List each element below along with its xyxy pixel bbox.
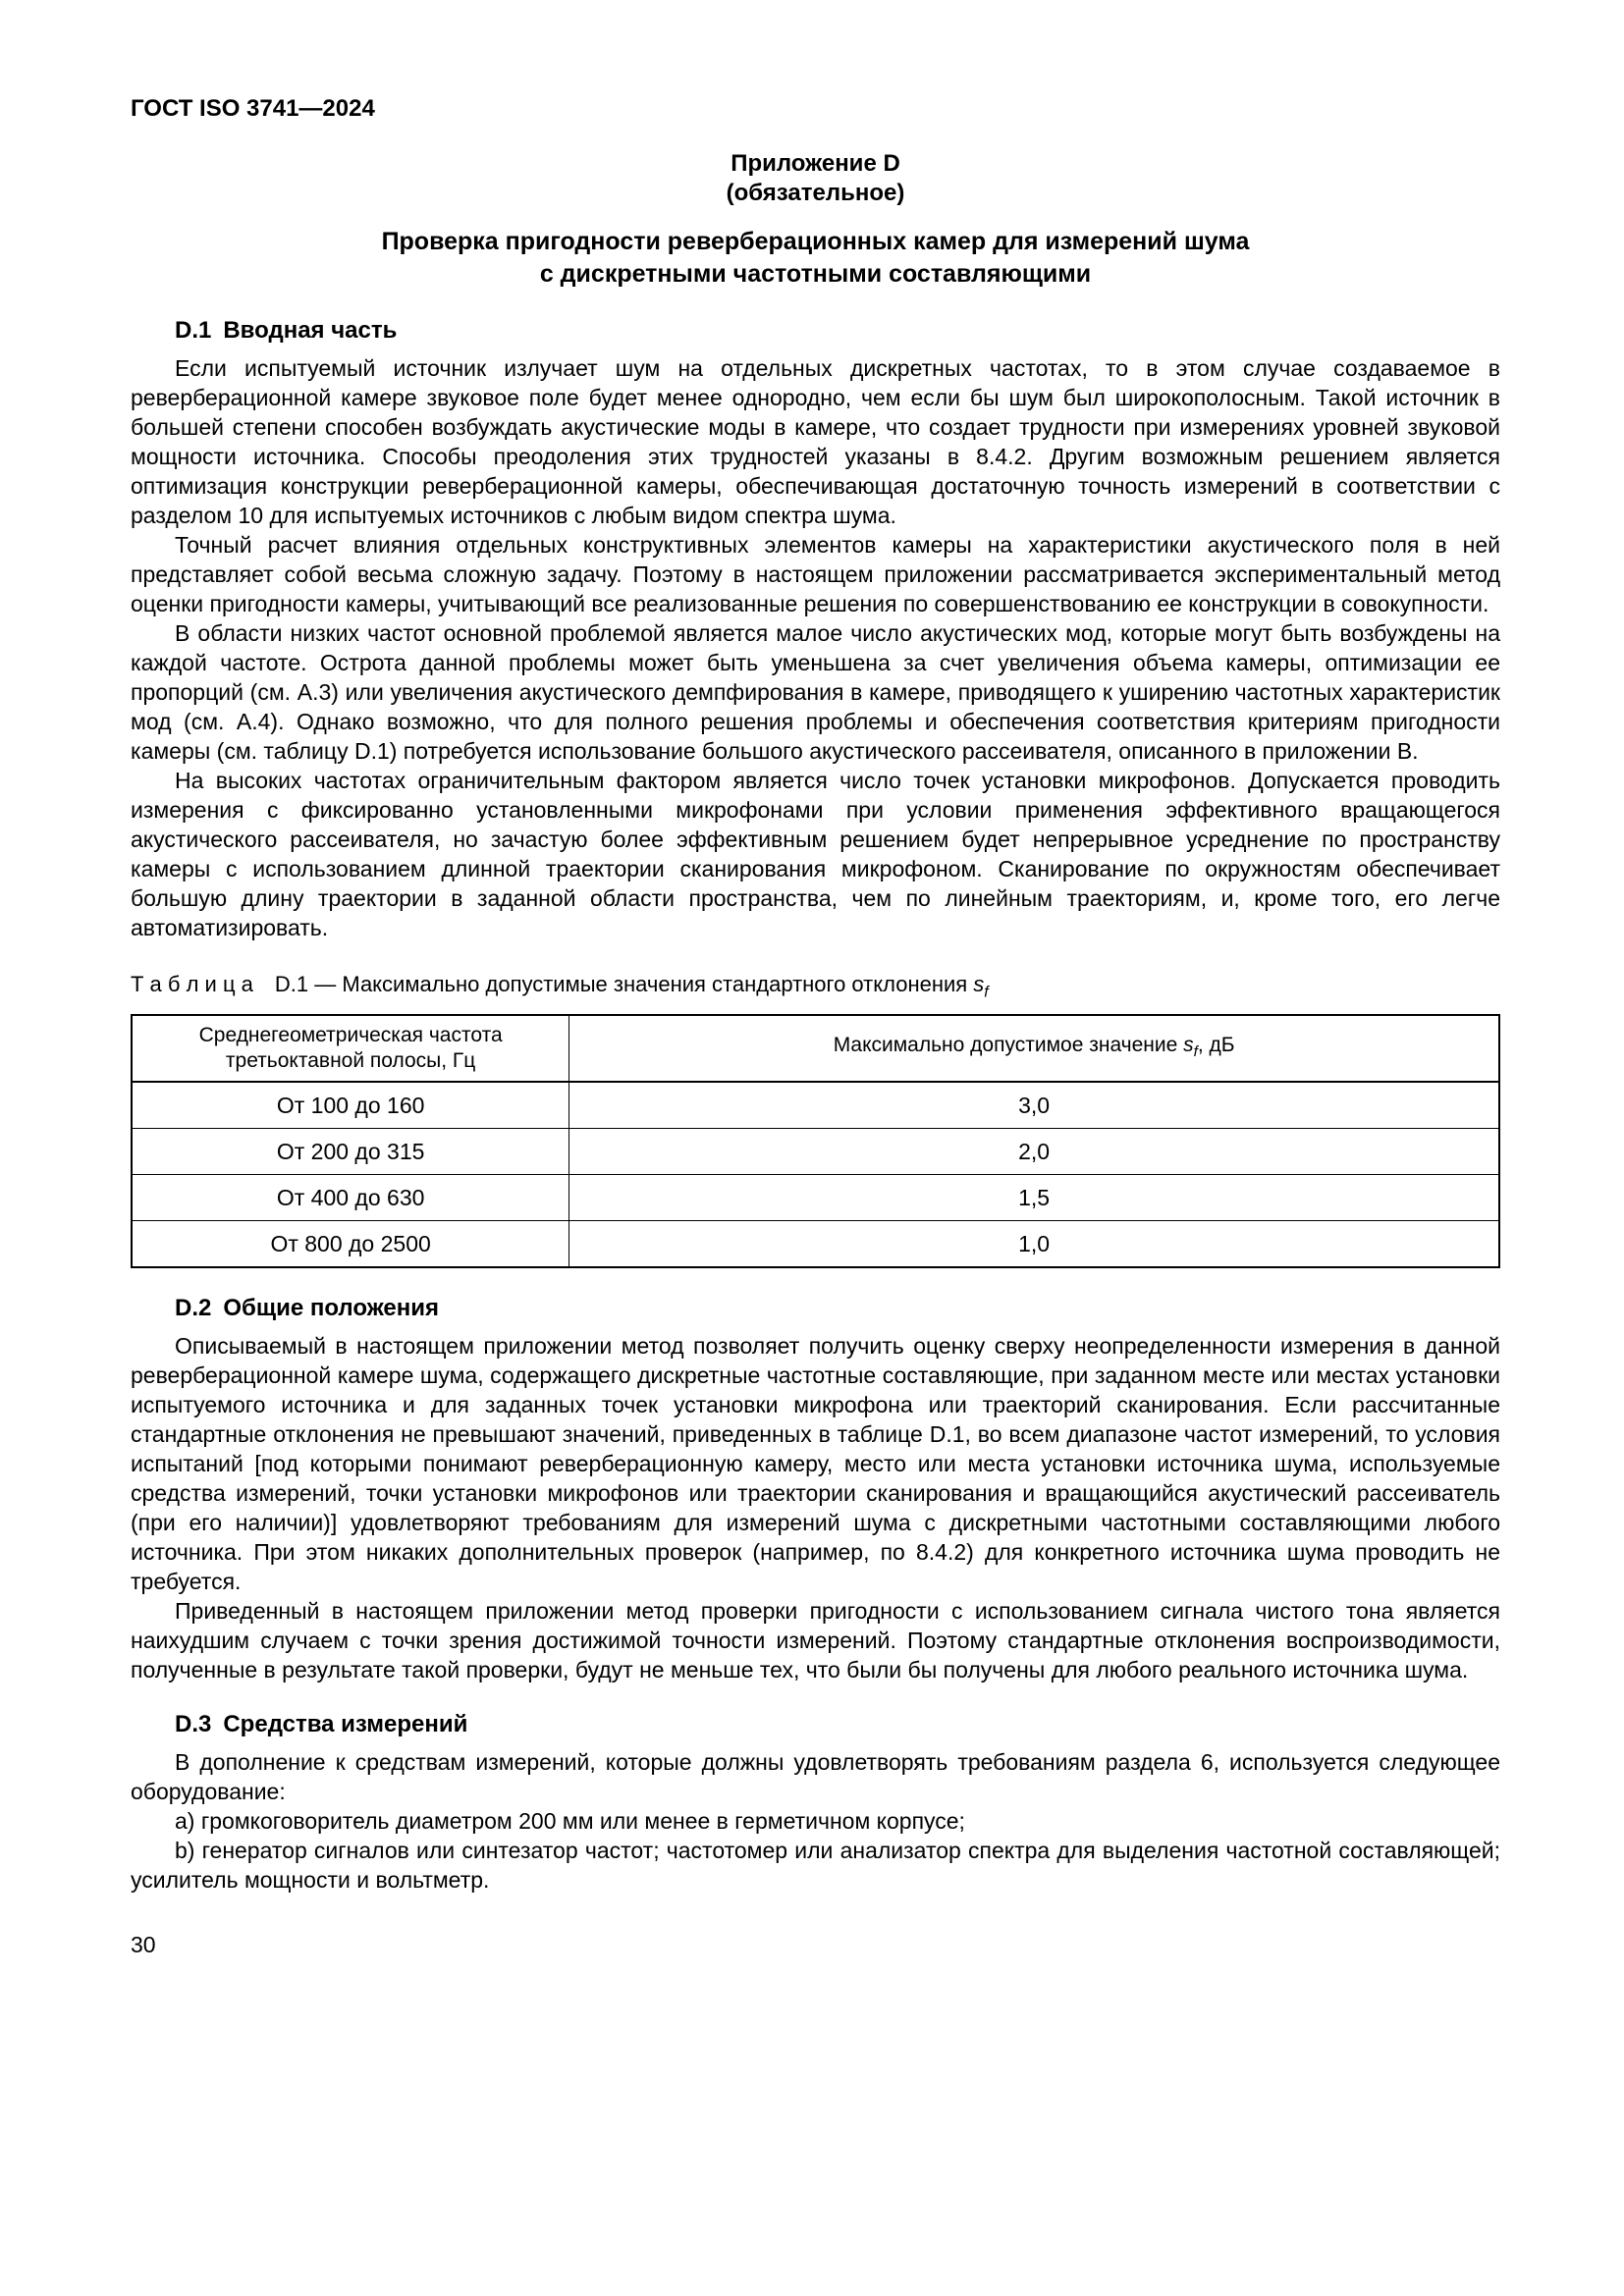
table-row [132,1221,1499,1268]
paragraph: Описываемый в настоящем приложении метод позволяет получить оценку сверху неопределенности измерения в данной реверберационной камере шума, содержащего дискретные частотные составляющие, при заданном месте или местах установки испытуемого источника и для заданных точек установки микрофона или траекторий сканирования. Если рассчитанные стандартные отклонения не превышают значений, приведенных в таблице D.1, во всем диапазоне частот измерений, то условия испытаний [под которыми понимают реверберационную камеру, место или места установки источника шума, используемые средства измерений, точки установки микрофонов или траектории сканирования и вращающийся акустический рассеиватель (при его наличии)] удовлетворяют требованиям для измерений шума с дискретными частотными составляющими любого источника. При этом никаких дополнительных проверок (например, по 8.4.2) для конкретного источника шума проводить не требуется. [131,1333,1500,1595]
paragraph: На высоких частотах ограничительным фактором является число точек установки микрофонов. Допускается проводить измерения с фиксированно установленными микрофонами при условии применения эффективного вращающегося акустического рассеивателя, но зачастую более эффективным решением будет непрерывное усреднение по пространству камеры с использованием длинной траектории сканирования микрофоном. Сканирование по окружностям обеспечивает большую длину траектории в заданной области пространства, чем по линейным траекториям, и, кроме того, его легче автоматизировать. [131,768,1500,940]
table-cell-band: От 200 до 315 [132,1129,569,1175]
table-d1 [131,1014,1500,1268]
table-row [132,1129,1499,1175]
table-row [132,1082,1499,1129]
paragraph: Если испытуемый источник излучает шум на отдельных дискретных частотах, то в этом случае создаваемое в реверберационной камере звуковое поле будет менее однородно, чем если бы шум был широкополосным. Такой источник в большей степени способен возбуждать акустические моды в камере, что создает трудности при измерениях уровней звуковой мощности источника. Способы преодоления этих трудностей указаны в 8.4.2. Другим возможным решением является оптимизация конструкции реверберационной камеры, обеспечивающая достаточную точность измерений в соответствии с разделом 10 для испытуемых источников с любым видом спектра шума. [131,355,1500,528]
table-header-row [132,1015,1499,1082]
table-cell-value: 1,5 [569,1175,1499,1221]
appendix-title-line1: Проверка пригодности реверберационных камер для измерений шума [381,228,1250,255]
section-heading-d3: D.3 Средства измерений [175,1711,468,1738]
appendix-obligation: (обязательное) [726,180,905,206]
section-heading-d1: D.1 Вводная часть [175,317,398,344]
appendix-label: Приложение D [731,150,900,177]
table-cell-value: 2,0 [569,1129,1499,1175]
table-caption [131,970,1500,1006]
table-col1-header: Среднегеометрическая частота третьоктавной полосы, Гц [132,1015,569,1082]
paragraph: В области низких частот основной проблемой является малое число акустических мод, которые могут быть возбуждены на каждой частоте. Острота данной проблемы может быть уменьшена за счет увеличения объема камеры, оптимизации ее пропорций (см. А.3) или увеличения акустического демпфирования в камере, приводящего к уширению частотных характеристик мод (см. А.4). Однако возможно, что для полного решения проблемы и обеспечения соответствия критериям пригодности камеры (см. таблицу D.1) потребуется использование большого акустического рассеивателя, описанного в приложении В. [131,620,1500,764]
table-row [132,1175,1499,1221]
table-col2-header-text: Максимально допустимое значение [833,1033,1184,1056]
paragraph: Точный расчет влияния отдельных конструктивных элементов камеры на характеристики акустического поля в ней представляет собой весьма сложную задачу. Поэтому в настоящем приложении рассматривается экспериментальный метод оценки пригодности камеры, учитывающий все реализованные решения по совершенствованию ее конструкции в совокупности. [131,532,1500,616]
table-cell-band: От 100 до 160 [132,1082,569,1129]
page-number: 30 [131,1932,156,1958]
list-item-b: b) генератор сигналов или синтезатор частот; частотомер или анализатор спектра для выделения частотной составляющей; усилитель мощности и вольтметр. [131,1838,1500,1894]
table-cell-value: 3,0 [569,1082,1499,1129]
table-cell-band: От 800 до 2500 [132,1221,569,1268]
appendix-title [131,226,1500,291]
table-caption-text: Т а б л и ц а D.1 — Максимально допустимые значения стандартного отклонения [131,972,974,996]
table-col2-header [569,1015,1499,1082]
paragraph: Приведенный в настоящем приложении метод проверки пригодности с использованием сигнала чистого тона является наихудшим случаем с точки зрения достижимой точности измерений. Поэтому стандартные отклонения воспроизводимости, полученные в результате такой проверки, будут не меньше тех, что были бы получены для любого реального источника шума. [131,1598,1500,1683]
document-id-header: ГОСТ ISO 3741—2024 [131,95,375,122]
appendix-title-line2: с дискретными частотными составляющими [539,260,1092,288]
section-heading-d2: D.2 Общие положения [175,1295,439,1322]
list-item-a: a) громкоговоритель диаметром 200 мм или менее в герметичном корпусе; [175,1808,965,1835]
table-caption-subscript: f [984,984,989,1001]
table-cell-band: От 400 до 630 [132,1175,569,1221]
table-col2-subscript: f [1193,1042,1198,1060]
table-col2-symbol: s [1183,1033,1194,1056]
table-cell-value: 1,0 [569,1221,1499,1268]
table-caption-symbol: s [973,972,985,996]
table-col2-suffix: , дБ [1197,1033,1235,1056]
paragraph: В дополнение к средствам измерений, которые должны удовлетворять требованиям раздела 6, используется следующее оборудование: [131,1749,1500,1805]
